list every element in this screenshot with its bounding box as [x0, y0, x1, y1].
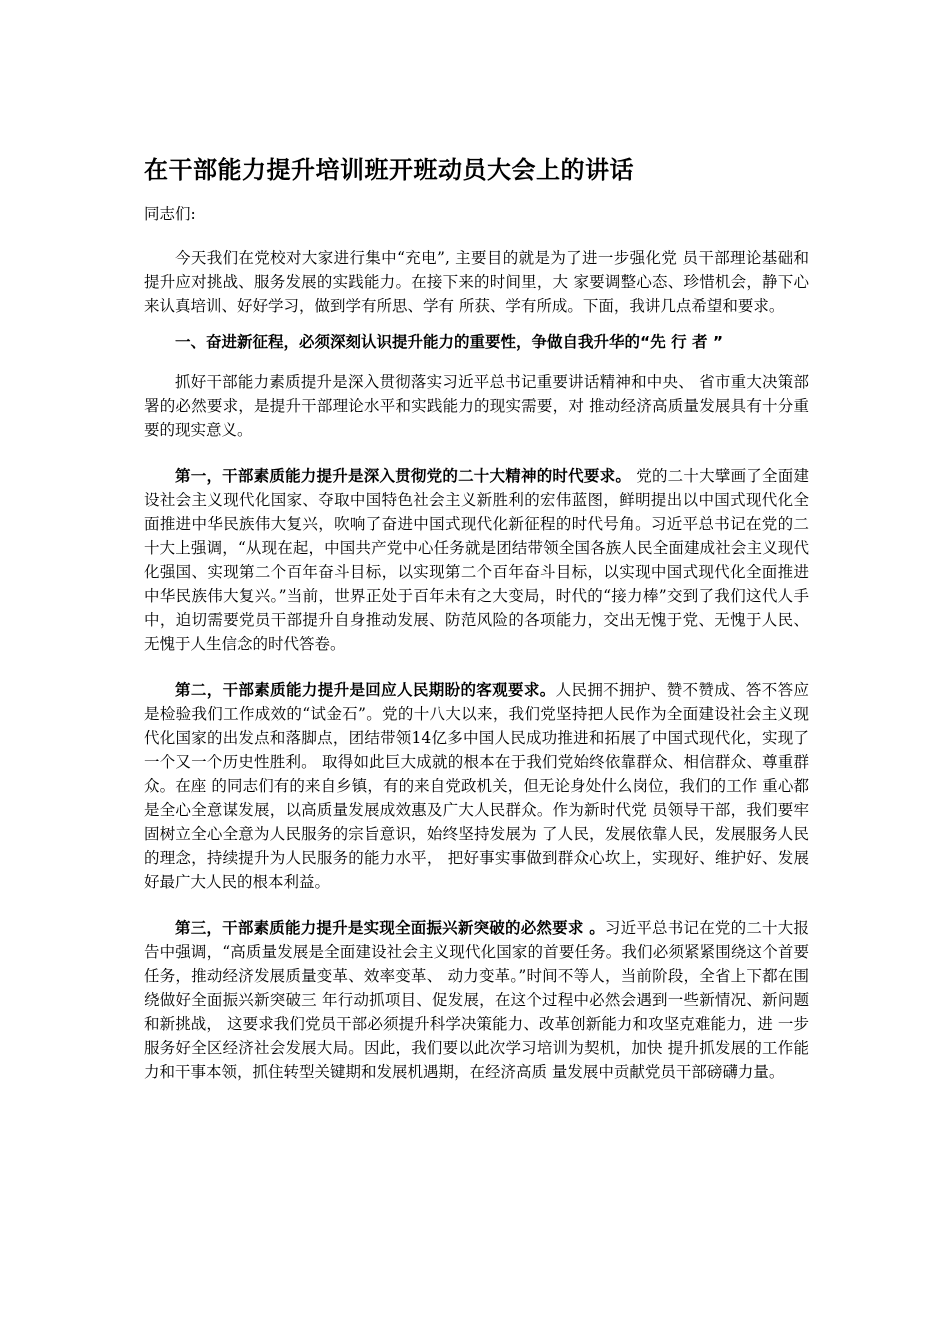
- point-lead-3: 第三，干部素质能力提升是实现全面振兴新突破的必然要求 。: [175, 919, 605, 937]
- salutation: 同志们:: [144, 205, 196, 223]
- document-title: 在干部能力提升培训班开班动员大会上的讲话: [144, 156, 634, 184]
- document-page: [144, 150, 809, 1096]
- point-paragraph-3: [144, 916, 809, 1084]
- intro-paragraph: 今天我们在党校对大家进行集中“充电”, 主要目的就是为了进一步强化党 员干部理论基础和提升应对挑战、服务发展的实践能力。在接下来的时间里，大 家要调整心态、珍惜机会，静下心来认真培训、好好学习，做到学有所思、学有 所获、学有所成。下面，我讲几点希望和要求。: [144, 249, 809, 315]
- point-lead-2: 第二，干部素质能力提升是回应人民期盼的客观要求。: [175, 681, 556, 699]
- point-body-3: 习近平总书记在党的二十大报告中强调，“高质量发展是全面建设社会主义现代化国家的首要任务。我们必须紧紧围绕这个首要任务，推动经济发展质量变革、效率变革、 动力变革。”时间不等人，当前阶段，全省上下都在围绕做好全面振兴新突破三 年行动抓项目、促发展，在这个过程中必然会遇到一些新情况、新问题和新挑战， 这要求我们党员干部必须提升科学决策能力、改革创新能力和攻坚克难能力，进 一步服务好全区经济社会发展大局。因此，我们要以此次学习培训为契机，加快 提升抓发展的工作能力和干事本领，抓住转型关键期和发展机遇期，在经济高质 量发展中贡献党员干部磅礴力量。: [144, 919, 809, 1081]
- point-body-1: 党的二十大擘画了全面建设社会主义现代化国家、夺取中国特色社会主义新胜利的宏伟蓝图，鲜明提出以中国式现代化全面推进中华民族伟大复兴，吹响了奋进中国式现代化新征程的时代号角。习近平总书记在党的二十大上强调，“从现在起，中国共产党中心任务就是团结带领全国各族人民全面建成社会主义现代化强国、实现第二个百年奋斗目标，以实现第二个百年奋斗目标，以实现中国式现代化全面推进中华民族伟大复兴。”当前，世界正处于百年未有之大变局，时代的“接力棒”交到了我们这代人手中，迫切需要党员干部提升自身推动发展、防范风险的各项能力，交出无愧于党、无愧于人民、无愧于人生信念的时代答卷。: [144, 467, 809, 653]
- point-paragraph-2: [144, 678, 809, 894]
- point-body-2: 人民拥不拥护、赞不赞成、答不答应是检验我们工作成效的“试金石”。党的十八大以来，我们党坚持把人民作为全面建设社会主义现代化国家的出发点和落脚点，团结带领14亿多中国人民成功推进和拓展了中国式现代化，实现了一个又一个历史性胜利。 取得如此巨大成就的根本在于我们党始终依靠群众、相信群众、尊重群众。在座 的同志们有的来自乡镇，有的来自党政机关，但无论身处什么岗位，我们的工作 重心都是全心全意谋发展，以高质量发展成效惠及广大人民群众。作为新时代党 员领导干部，我们要牢固树立全心全意为人民服务的宗旨意识，始终坚持发展为 了人民，发展依靠人民，发展服务人民的理念，持续提升为人民服务的能力水平， 把好事实事做到群众心坎上，实现好、维护好、发展好最广大人民的根本利益。: [144, 681, 809, 891]
- section-summary: 抓好干部能力素质提升是深入贯彻落实习近平总书记重要讲话精神和中央、 省市重大决策部署的必然要求，是提升干部理论水平和实践能力的现实需要，对 推动经济高质量发展具有十分重要的现实意义。: [144, 373, 809, 439]
- section-heading-1: 一、奋进新征程，必须深刻认识提升能力的重要性，争做自我升华的“先 行 者 ”: [175, 333, 724, 351]
- point-paragraph-1: [144, 464, 809, 656]
- point-lead-1: 第一，干部素质能力提升是深入贯彻党的二十大精神的时代要求。: [175, 467, 632, 485]
